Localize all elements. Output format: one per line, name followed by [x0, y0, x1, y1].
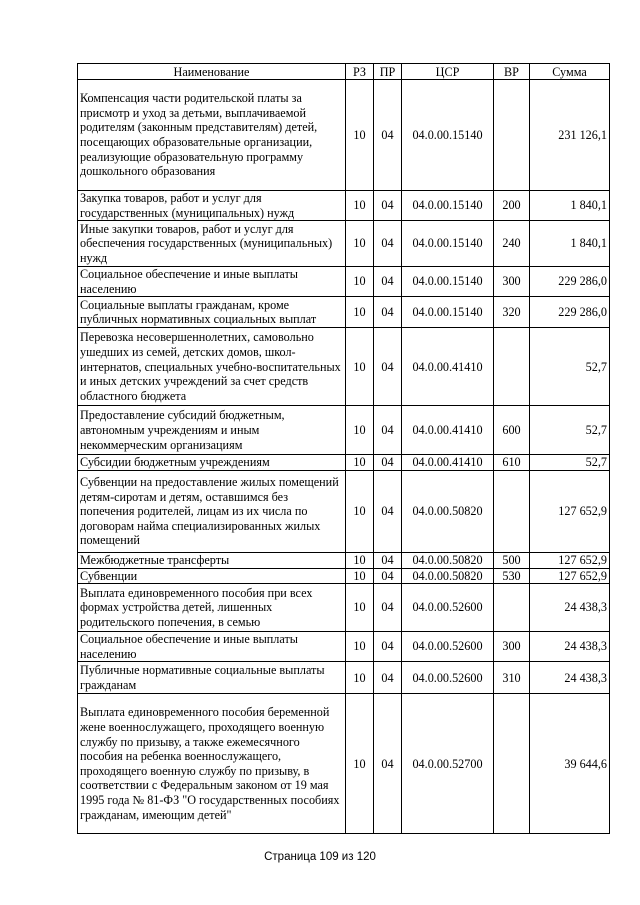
row-pr: 04	[374, 568, 402, 584]
row-rz: 10	[346, 191, 374, 221]
row-pr: 04	[374, 80, 402, 191]
table-row	[78, 297, 610, 328]
row-sum: 231 126,1	[530, 80, 610, 191]
row-pr: 04	[374, 470, 402, 552]
row-name: Социальные выплаты гражданам, кроме публичных нормативных социальных выплат	[78, 297, 346, 328]
row-vr: 300	[494, 632, 530, 662]
row-vr	[494, 694, 530, 834]
row-name: Закупка товаров, работ и услуг для государственных (муниципальных) нужд	[78, 191, 346, 221]
row-vr: 240	[494, 221, 530, 267]
row-name: Социальное обеспечение и иные выплаты населению	[78, 267, 346, 297]
row-csr: 04.0.00.41410	[402, 406, 494, 455]
row-pr: 04	[374, 297, 402, 328]
row-rz: 10	[346, 267, 374, 297]
row-csr: 04.0.00.52600	[402, 584, 494, 632]
row-csr: 04.0.00.52600	[402, 662, 494, 694]
row-name: Выплата единовременного пособия при всех формах устройства детей, лишенных родительского попечения, в семью	[78, 584, 346, 632]
table-row	[78, 470, 610, 552]
row-csr: 04.0.00.41410	[402, 328, 494, 406]
row-vr	[494, 584, 530, 632]
row-name: Субвенции на предоставление жилых помещений детям-сиротам и детям, оставшимся без попечения родителей, лицам из их числа по договорам найма специализированных жилых помещений	[78, 470, 346, 552]
row-pr: 04	[374, 221, 402, 267]
row-vr: 500	[494, 552, 530, 568]
row-vr	[494, 328, 530, 406]
row-name: Публичные нормативные социальные выплаты гражданам	[78, 662, 346, 694]
row-rz: 10	[346, 406, 374, 455]
row-name: Иные закупки товаров, работ и услуг для обеспечения государственных (муниципальных) нужд	[78, 221, 346, 267]
row-csr: 04.0.00.15140	[402, 80, 494, 191]
row-sum: 24 438,3	[530, 632, 610, 662]
row-sum: 24 438,3	[530, 584, 610, 632]
row-rz: 10	[346, 662, 374, 694]
header-sum: Сумма	[530, 64, 610, 80]
row-vr: 310	[494, 662, 530, 694]
row-csr: 04.0.00.15140	[402, 221, 494, 267]
table-row	[78, 568, 610, 584]
header-name: Наименование	[78, 64, 346, 80]
table-row	[78, 406, 610, 455]
page-number: Страница 109 из 120	[264, 851, 376, 863]
row-rz: 10	[346, 80, 374, 191]
table-row	[78, 584, 610, 632]
row-vr: 300	[494, 267, 530, 297]
row-pr: 04	[374, 552, 402, 568]
row-name: Компенсация части родительской платы за присмотр и уход за детьми, выплачиваемой родителям (законным представителям) детей, посещающих образовательные организации, реализующие образовательную программу дошкольного образования	[78, 80, 346, 191]
row-pr: 04	[374, 694, 402, 834]
row-rz: 10	[346, 221, 374, 267]
row-rz: 10	[346, 328, 374, 406]
row-name: Субвенции	[78, 568, 346, 584]
row-rz: 10	[346, 584, 374, 632]
row-pr: 04	[374, 267, 402, 297]
row-csr: 04.0.00.50820	[402, 552, 494, 568]
row-pr: 04	[374, 191, 402, 221]
row-rz: 10	[346, 568, 374, 584]
table-row	[78, 632, 610, 662]
row-pr: 04	[374, 584, 402, 632]
row-sum: 1 840,1	[530, 221, 610, 267]
row-name: Предоставление субсидий бюджетным, автономным учреждениям и иным некоммерческим организациям	[78, 406, 346, 455]
row-sum: 52,7	[530, 455, 610, 471]
row-rz: 10	[346, 694, 374, 834]
row-sum: 127 652,9	[530, 552, 610, 568]
row-vr: 320	[494, 297, 530, 328]
row-pr: 04	[374, 662, 402, 694]
row-csr: 04.0.00.15140	[402, 191, 494, 221]
budget-table	[77, 63, 610, 834]
row-vr: 610	[494, 455, 530, 471]
row-csr: 04.0.00.41410	[402, 455, 494, 471]
row-pr: 04	[374, 632, 402, 662]
row-name: Социальное обеспечение и иные выплаты населению	[78, 632, 346, 662]
row-sum: 52,7	[530, 328, 610, 406]
row-sum: 1 840,1	[530, 191, 610, 221]
row-name: Выплата единовременного пособия беременной жене военнослужащего, проходящего военную службу по призыву, а также ежемесячного пособия на ребенка военнослужащего, проходящего военную службу по призыву, в соответствии с Федеральным законом от 19 мая 1995 года № 81-ФЗ "О государственных пособиях гражданам, имеющим детей"	[78, 694, 346, 834]
row-sum: 229 286,0	[530, 297, 610, 328]
row-pr: 04	[374, 406, 402, 455]
row-vr	[494, 470, 530, 552]
table-row	[78, 328, 610, 406]
row-name: Перевозка несовершеннолетних, самовольно ушедших из семей, детских домов, школ-интернатов, специальных учебно-воспитательных и иных детских учреждений за счет средств областного бюджета	[78, 328, 346, 406]
row-sum: 127 652,9	[530, 568, 610, 584]
row-csr: 04.0.00.50820	[402, 470, 494, 552]
header-csr: ЦСР	[402, 64, 494, 80]
row-rz: 10	[346, 470, 374, 552]
row-vr: 600	[494, 406, 530, 455]
table-row	[78, 662, 610, 694]
header-pr: ПР	[374, 64, 402, 80]
row-rz: 10	[346, 297, 374, 328]
row-sum: 39 644,6	[530, 694, 610, 834]
row-name: Межбюджетные трансферты	[78, 552, 346, 568]
header-rz: РЗ	[346, 64, 374, 80]
table-row	[78, 221, 610, 267]
row-rz: 10	[346, 632, 374, 662]
row-sum: 52,7	[530, 406, 610, 455]
row-sum: 24 438,3	[530, 662, 610, 694]
table-row	[78, 80, 610, 191]
header-vr: ВР	[494, 64, 530, 80]
row-csr: 04.0.00.52600	[402, 632, 494, 662]
row-pr: 04	[374, 455, 402, 471]
row-sum: 127 652,9	[530, 470, 610, 552]
row-rz: 10	[346, 552, 374, 568]
row-csr: 04.0.00.15140	[402, 297, 494, 328]
row-csr: 04.0.00.15140	[402, 267, 494, 297]
row-vr	[494, 80, 530, 191]
table-row	[78, 552, 610, 568]
row-sum: 229 286,0	[530, 267, 610, 297]
row-csr: 04.0.00.52700	[402, 694, 494, 834]
row-pr: 04	[374, 328, 402, 406]
table-header-row	[78, 64, 610, 80]
row-name: Субсидии бюджетным учреждениям	[78, 455, 346, 471]
table-row	[78, 267, 610, 297]
row-csr: 04.0.00.50820	[402, 568, 494, 584]
row-vr: 200	[494, 191, 530, 221]
row-vr: 530	[494, 568, 530, 584]
table-row	[78, 455, 610, 471]
table-row	[78, 694, 610, 834]
table-row	[78, 191, 610, 221]
row-rz: 10	[346, 455, 374, 471]
